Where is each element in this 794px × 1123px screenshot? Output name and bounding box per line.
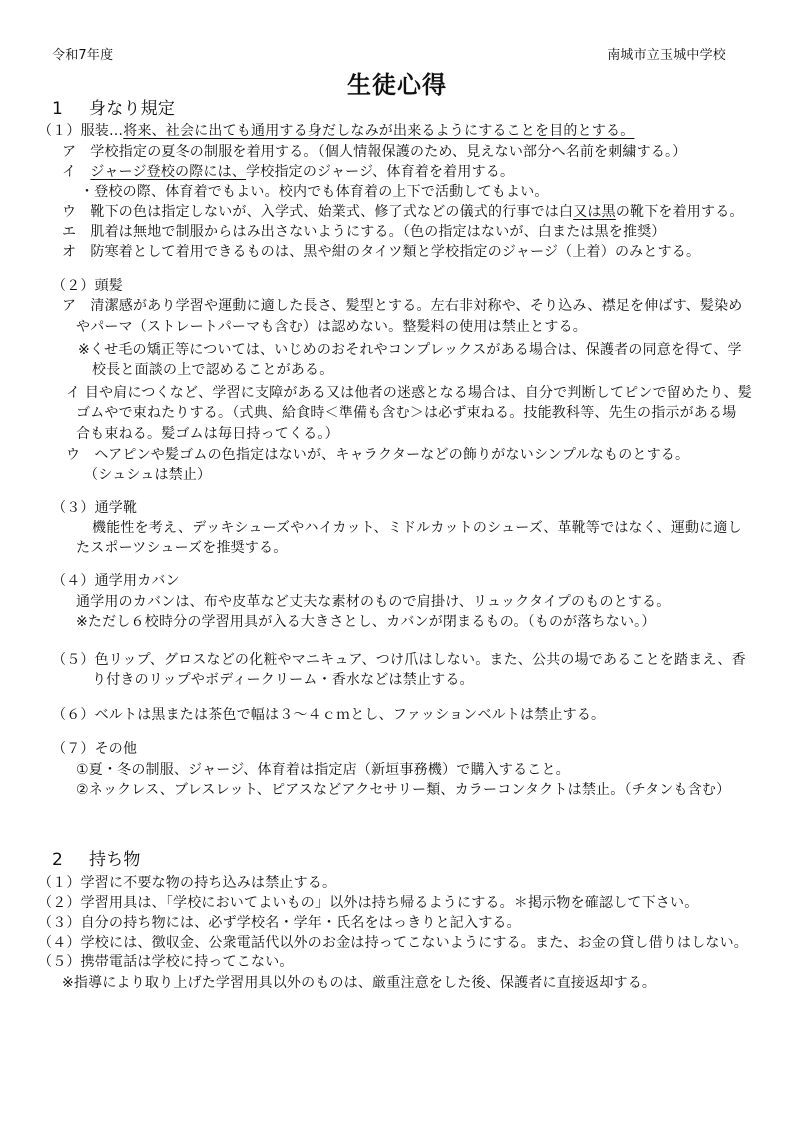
belt-rule: （６）ベルトは黒または茶色で幅は３～４ｃｍとし、ファッションベルトは禁止する。 <box>52 707 606 723</box>
shoes-label: （３）通学靴 <box>52 500 138 516</box>
other-item: ②ネックレス、ブレスレット、ピアスなどアクセサリー類、カラーコンタクトは禁止。（チタンも含む） <box>76 782 731 798</box>
section-1-heading <box>52 98 175 120</box>
header-year: 令和7年度 <box>52 48 114 63</box>
clothing-item-u-after: の靴下を着用する。 <box>615 204 744 220</box>
belongings-item: （４）学校には、徴収金、公衆電話代以外のお金は持ってこないようにする。また、お金の貸し借りはしない。 <box>38 935 748 951</box>
hair-item-a-line: やパーマ（ストレートパーマも含む）は認めない。整髪料の使用は禁止とする。 <box>76 319 587 335</box>
page-title: 生徒心得 <box>347 71 447 99</box>
clothing-item-i <box>62 162 514 182</box>
section-title: 持ち物 <box>89 850 141 870</box>
hair-item-a-note-line: 校長と面談の上で認めることがある。 <box>92 362 334 378</box>
hair-item-i-line: 合も束ねる。髪ゴムは毎日持ってくる。） <box>76 426 339 442</box>
clothing-item-u-before: ウ 靴下の色は指定しないが、入学式、始業式、修了式などの儀式的行事では白 <box>62 204 574 220</box>
makeup-rule-line: り付きのリップやボディークリーム・香水などは禁止する。 <box>92 672 474 688</box>
shoes-text-line: 機能性を考え、デッキシューズやハイカット、ミドルカットのシューズ、革靴等ではなく、運動に適し <box>92 520 742 536</box>
hair-item-u-note: （シュシュは禁止） <box>84 467 212 483</box>
clothing-intro <box>38 121 634 141</box>
clothing-item-i-rest: 学校指定のジャージ、体育着を着用する。 <box>246 164 515 180</box>
hair-item-u: ウ ヘアピンや髪ゴムの色指定はないが、キャラクターなどの飾りがないシンプルなものとする。 <box>66 447 690 463</box>
clothing-item-i-underlined: ジャージ登校の際には、 <box>90 164 247 180</box>
clothing-item-a: ア 学校指定の夏冬の制服を着用する。（個人情報保護のため、見えない部分へ名前を刺繍する。） <box>62 144 687 160</box>
hair-item-a-note-line: ※くせ毛の矯正等については、いじめのおそれやコンプレックスがある場合は、保護者の同意を得て、学 <box>78 342 742 358</box>
hair-item-i-line: イ 目や肩につくなど、学習に支障がある又は他者の迷惑となる場合は、自分で判断してピンで留めたり、髪 <box>66 385 752 401</box>
hair-label: （２）頭髪 <box>52 278 123 294</box>
other-label: （７）その他 <box>52 741 138 757</box>
clothing-label: （１）服装… <box>38 123 124 139</box>
belongings-item: （５）携帯電話は学校に持ってこない。 <box>38 954 294 970</box>
belongings-item: （３）自分の持ち物には、必ず学校名・学年・氏名をはっきりと記入する。 <box>38 915 521 931</box>
clothing-item-u-underlined: 又は黒 <box>573 204 616 220</box>
section-number: 1 <box>52 99 64 119</box>
clothing-purpose: 将来、社会に出ても通用する身だしなみが出来るようにすることを目的とする。 <box>123 123 635 139</box>
section-title: 身なり規定 <box>89 99 176 119</box>
clothing-item-i-note: ・登校の際、体育着でもよい。校内でも体育着の上下で活動してもよい。 <box>80 184 549 200</box>
bag-text: 通学用のカバンは、布や皮革など丈夫な素材のもので肩掛け、リュックタイプのものとする。 <box>76 594 671 610</box>
clothing-item-o: オ 防寒着として着用できるものは、黒や紺のタイツ類と学校指定のジャージ（上着）のみとする。 <box>62 244 701 260</box>
section-number: 2 <box>52 850 64 870</box>
shoes-text-line: たスポーツシューズを推奨する。 <box>76 540 288 556</box>
clothing-item-u <box>62 202 744 222</box>
section-2-heading <box>52 849 141 871</box>
belongings-item: （２）学習用具は、「学校においてよいもの」以外は持ち帰るようにする。＊掲示物を確認して下さい。 <box>38 895 699 911</box>
makeup-rule-line: （５）色リップ、グロスなどの化粧やマニキュア、つけ爪はしない。また、公共の場であることを踏まえ、香 <box>52 652 746 668</box>
hair-item-a-line: ア 清潔感があり学習や運動に適した長さ、髪型とする。左右非対称や、そり込み、襟足を伸ばす、髪染め <box>62 298 743 314</box>
bag-label: （４）通学用カバン <box>52 573 180 589</box>
other-item: ①夏・冬の制服、ジャージ、体育着は指定店（新垣事務機）で購入すること。 <box>76 762 570 778</box>
belongings-item: （１）学習に不要な物の持ち込みは禁止する。 <box>38 875 337 891</box>
belongings-note: ※指導により取り上げた学習用具以外のものは、厳重注意をした後、保護者に直接返却する。 <box>62 975 657 991</box>
clothing-item-e: エ 肌着は無地で制服からはみ出さないようにする。（色の指定はないが、白または黒を推奨） <box>62 224 666 240</box>
bag-note: ※ただし６校時分の学習用具が入る大きさとし、カバンが閉まるもの。（ものが落ちない。） <box>76 614 656 630</box>
clothing-item-i-mark: イ <box>62 164 91 180</box>
school-name: 南城市立玉城中学校 <box>607 48 726 63</box>
hair-item-i-line: ゴムやで束ねたりする。（式典、給食時＜準備も含む＞は必ず束ねる。技能教科等、先生の指示がある場 <box>76 405 737 421</box>
